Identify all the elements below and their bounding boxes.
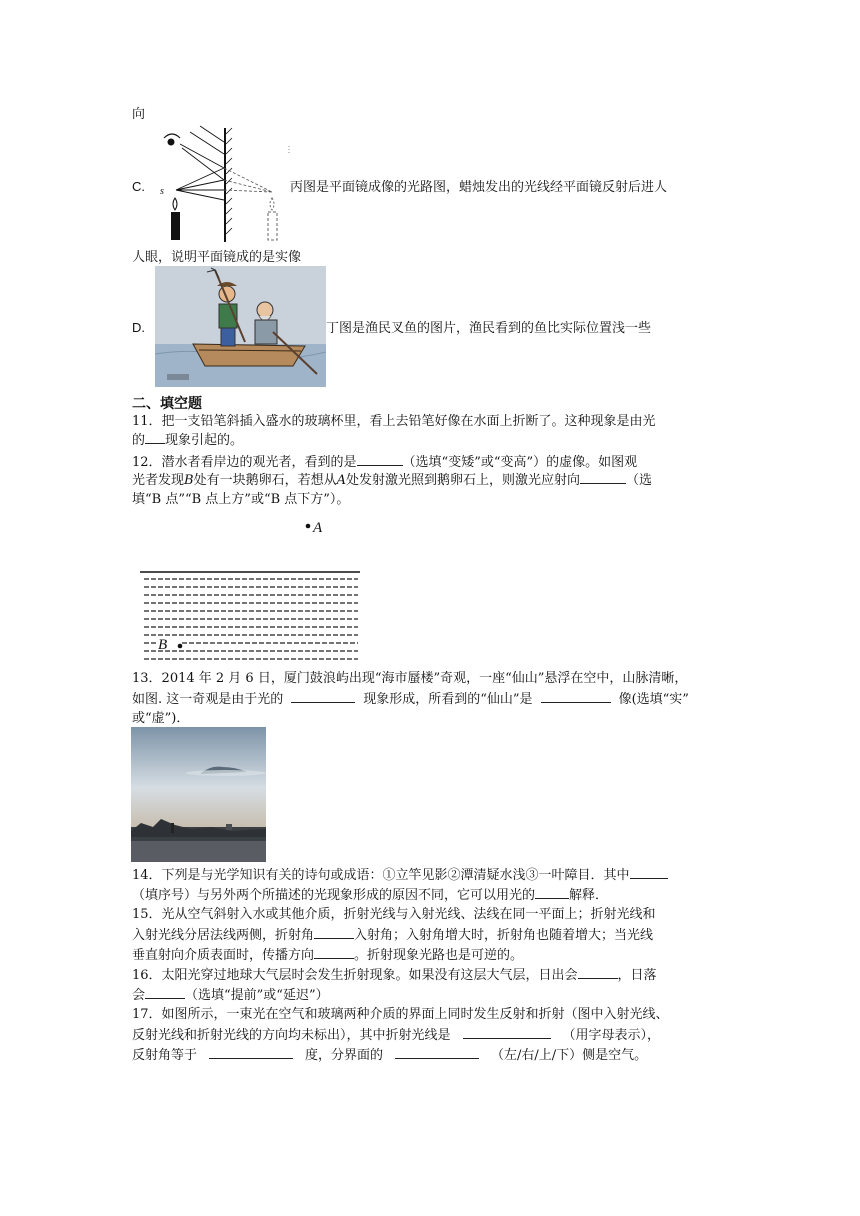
q13-line3: 或“虚”)． — [132, 711, 190, 726]
q17-blank-2[interactable] — [209, 1046, 293, 1059]
q12-line1: 12．潜水者看岸边的观光者，看到的是 （选填“变矮”或“变高”）的虚像。如图观 — [132, 455, 638, 470]
q14-line1: 14．下列是与光学知识有关的诗句或成语：①立竿见影②潭清疑水浅③一叶障目．其中 — [132, 866, 668, 884]
figure-label-a: A — [313, 520, 323, 536]
q15-line1: 15．光从空气斜射入水或其他介质，折射光线与入射光线、法线在同一平面上；折射光线和 — [132, 907, 656, 922]
option-d-letter: D. — [132, 320, 145, 335]
q12-line3: 填“B 点”“B 点上方”或“B 点下方”）。 — [132, 492, 350, 507]
q13-line2: 如图. 这一奇观是由于光的 现象形成，所看到的“仙山”是 像(选填“实” — [132, 692, 689, 707]
q11-line1: 11．把一支铅笔斜插入盛水的玻璃杯里，看上去铅笔好像在水面上折断了。这种现象是由光 — [132, 414, 656, 429]
q17-line1: 17．如图所示，一束光在空气和玻璃两种介质的界面上同时发生反射和折射（图中入射光线、 — [132, 1007, 669, 1022]
option-c-text-cont: 人眼，说明平面镜成的是实像 — [132, 250, 302, 265]
q15-blank-2[interactable] — [314, 946, 354, 959]
option-c-letter: C. — [132, 179, 145, 194]
mirage-photo — [131, 727, 266, 862]
q16-blank-1[interactable] — [578, 966, 618, 979]
figure-label-s: s — [160, 186, 164, 197]
q11-line2: 的 现象引起的。 — [132, 433, 244, 448]
water-diagram-figure — [138, 516, 368, 666]
q17-blank-3[interactable] — [395, 1046, 479, 1059]
option-c-text: 丙图是平面镜成像的光路图，蜡烛发出的光线经平面镜反射后进人 — [290, 180, 668, 195]
q14-blank-2[interactable] — [535, 886, 569, 899]
mirror-diagram-figure — [150, 124, 295, 244]
figure-label-b: B — [158, 637, 168, 653]
option-d-text: 丁图是渔民叉鱼的图片，渔民看到的鱼比实际位置浅一些 — [326, 321, 652, 336]
section-title: 二、填空题 — [132, 396, 202, 412]
q17-line3: 反射角等于 度，分界面的 （左/右/上/下）侧是空气。 — [132, 1048, 648, 1063]
q17-blank-1[interactable] — [463, 1026, 551, 1039]
q15-line2: 入射光线分居法线两侧，折射角 入射角；入射角增大时，折射角也随着增大；当光线 — [132, 928, 654, 943]
q12-blank-2[interactable] — [580, 471, 626, 484]
q17-line2: 反射光线和折射光线的方向均未标出），其中折射光线是 （用字母表示）， — [132, 1028, 661, 1043]
q11-blank[interactable] — [145, 431, 165, 444]
text-fragment: 向 — [132, 107, 146, 122]
q12-blank-1[interactable] — [357, 453, 403, 466]
q13-blank-1[interactable] — [291, 690, 355, 703]
q12-line2: 光者发现B处有一块鹅卵石，若想从A处发射激光照到鹅卵石上，则激光应射向 （选 — [132, 473, 653, 488]
q16-line2: 会 （选填“提前”或“延迟”） — [132, 988, 329, 1003]
q14-line2: （填序号）与另外两个所描述的光现象形成的原因不同，它可以用光的 解释． — [132, 888, 609, 903]
q15-blank-1[interactable] — [314, 926, 354, 939]
q15-line3: 垂直射向介质表面时，传播方向 。折射现象光路也是可逆的。 — [132, 948, 524, 963]
q13-line1: 13．2014 年 2 月 6 日，厦门鼓浪屿出现“海市蜃楼”奇观，一座“仙山”悬浮在空中，山脉清晰， — [132, 671, 688, 686]
q14-blank-1[interactable] — [630, 866, 668, 879]
fisherman-boat-image — [155, 266, 326, 387]
q16-line1: 16．太阳光穿过地球大气层时会发生折射现象。如果没有这层大气层，日出会 ，日落 — [132, 968, 657, 983]
q13-blank-2[interactable] — [541, 690, 611, 703]
q16-blank-2[interactable] — [145, 986, 185, 999]
